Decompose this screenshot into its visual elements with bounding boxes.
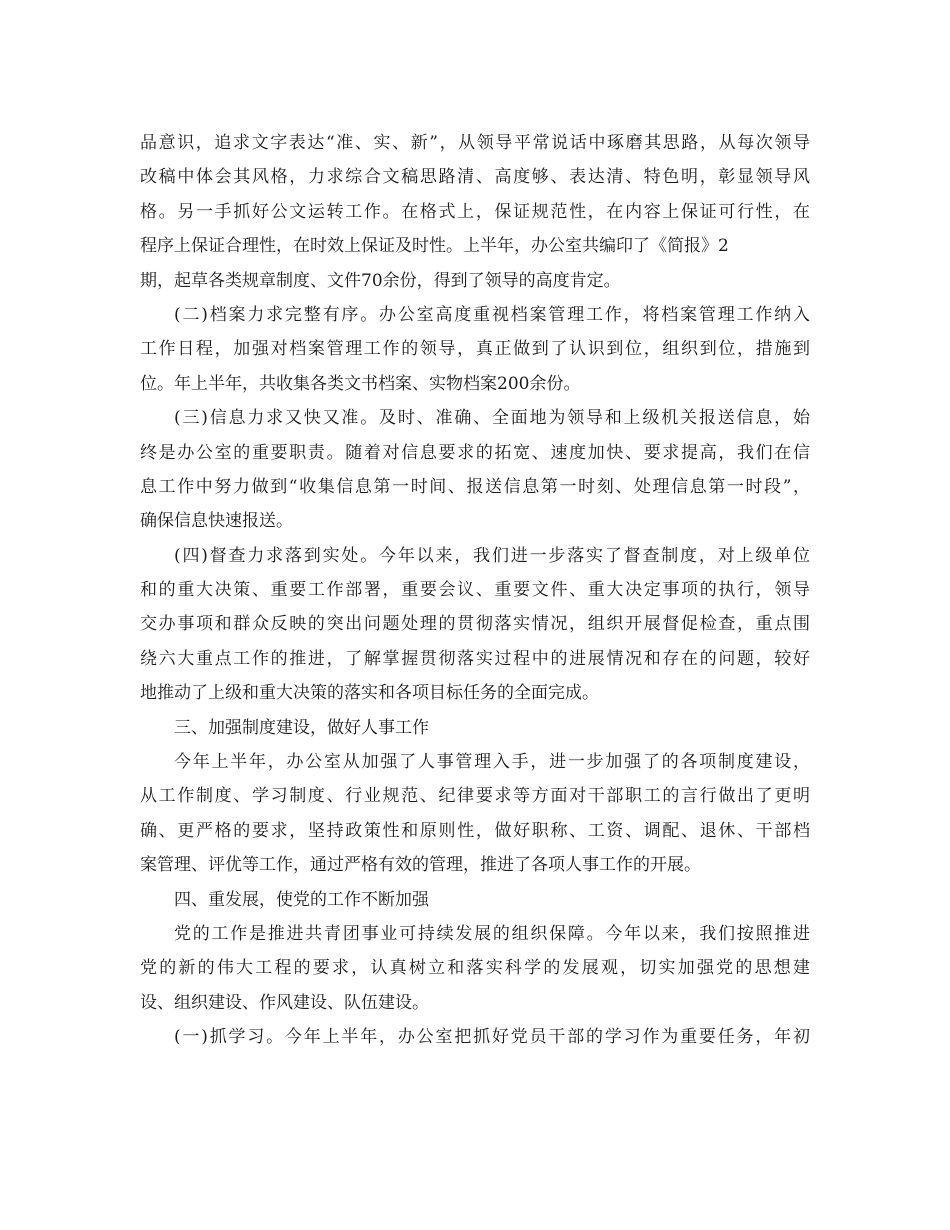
text-line: 绕六大重点工作的推进，了解掌握贯彻落实过程中的进展情况和存在的问题，较好	[140, 648, 810, 669]
text-line: 终是办公室的重要职责。随着对信息要求的拓宽、速度加快、要求提高，我们在信	[140, 442, 810, 463]
text-line: 品意识，追求文字表达“准、实、新”，从领导平常说话中琢磨其思路，从每次领导	[140, 133, 810, 153]
text-line: 交办事项和群众反映的突出问题处理的贯彻落实情况，组织开展督促检查，重点围	[140, 614, 810, 635]
text-line: 工作日程，加强对档案管理工作的领导，真正做到了认识到位，组织到位，措施到	[140, 339, 810, 360]
text-line: 息工作中努力做到“收集信息第一时间、报送信息第一时刻、处理信息第一时段”，	[140, 476, 810, 497]
text-line: 地推动了上级和重大决策的落实和各项目标任务的全面完成。	[140, 683, 599, 704]
text-line: 今年上半年，办公室从加强了人事管理入手，进一步加强了的各项制度建设，	[174, 752, 810, 773]
text-line: 格。另一手抓好公文运转工作。在格式上，保证规范性，在内容上保证可行性，在	[140, 201, 810, 222]
text-line: (一)抓学习。今年上半年，办公室把抓好党员干部的学习作为重要任务，年初	[174, 1027, 810, 1048]
text-line: 确、更严格的要求，坚持政策性和原则性，做好职称、工资、调配、退休、干部档	[140, 820, 810, 841]
text-line: (二)档案力求完整有序。办公室高度重视档案管理工作，将档案管理工作纳入	[174, 304, 810, 325]
text-line: 四、重发展，使党的工作不断加强	[174, 889, 429, 910]
document-body	[140, 126, 810, 1055]
text-line: 期，起草各类规章制度、文件70余份，得到了领导的高度肯定。	[140, 270, 621, 291]
text-line: 案管理、评优等工作，通过严格有效的管理，推进了各项人事工作的开展。	[140, 855, 701, 876]
text-line: (三)信息力求又快又准。及时、准确、全面地为领导和上级机关报送信息，始	[174, 408, 810, 429]
text-line: 从工作制度、学习制度、行业规范、纪律要求等方面对干部职工的言行做出了更明	[140, 786, 810, 807]
text-line: (四)督查力求落到实处。今年以来，我们进一步落实了督查制度，对上级单位	[174, 545, 810, 566]
text-line: 设、组织建设、作风建设、队伍建设。	[140, 992, 429, 1013]
text-line: 确保信息快速报送。	[140, 511, 293, 532]
text-line: 改稿中体会其风格，力求综合文稿思路清、高度够、表达清、特色明，彰显领导风	[140, 167, 810, 188]
text-line: 三、加强制度建设，做好人事工作	[174, 717, 429, 738]
text-line: 党的工作是推进共青团事业可持续发展的组织保障。今年以来，我们按照推进	[174, 923, 810, 944]
text-line: 位。年上半年，共收集各类文书档案、实物档案200余份。	[140, 373, 581, 394]
text-line: 程序上保证合理性，在时效上保证及时性。上半年，办公室共编印了《简报》2	[140, 236, 729, 257]
text-line: 党的新的伟大工程的要求，认真树立和落实科学的发展观，切实加强党的思想建	[140, 958, 810, 979]
text-line: 和的重大决策、重要工作部署，重要会议、重要文件、重大决定事项的执行，领导	[140, 580, 810, 601]
